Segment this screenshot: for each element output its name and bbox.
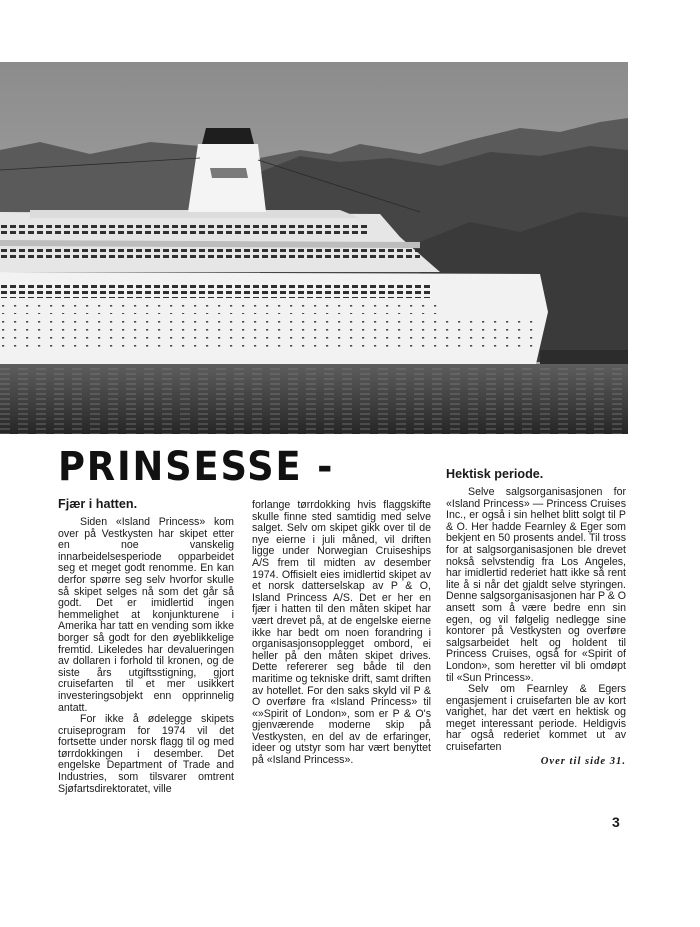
article-column-3 — [446, 487, 626, 767]
paragraph-2-start: For ikke å ødelegge skipets cruiseprogram for 1974 vil det fortsette under norsk flagg til og med tørrdokkingen i desember. Det engelske Department of Trade and Industries, som tilsvarer omtrent Sjøfartsdirektoratet, ville — [58, 713, 234, 795]
continued-note: Over til side 31. — [540, 755, 626, 767]
section-subhead-hektisk: Hektisk periode. — [446, 467, 544, 481]
article-column-2 — [252, 500, 431, 767]
paragraph-4: Selv om Fearnley & Egers engasjement i cruisefarten ble av kort varighet, har det vært en hektisk og meget interessant periode. Heldigvis har også rederiet kommet ut av cruisefarten — [446, 683, 626, 754]
paragraph-2-continued: forlange tørrdokking hvis flaggskifte skulle finne sted samtidig med selve salget. Selv om skipet gikk over til de nye eierne i juli måned, vil driften ligge under Norwegian Cruiseships A/S frem til midten av desember 1974. Offisielt eies imidlertid skipet av et norsk datterselskap av P & O, Island Princess A/S. Det er her en fjær i hatten til den måten skipet har vært drevet på, at de engelske eierne ikke har bedt om noen forandring i organisasjonsopplegget ombord, ei heller på den måten skipet drives. Dette refererer seg både til den maritime og tekniske drift, samt driften av hotellet. For den saks skyld vil P & O overføre fra «Island Princess» til «»Spirit of London», som er P & O's gjenværende moderne skip på Vestkysten, en del av de erfaringer, ideer og utstyr som har vært benyttet på «Island Princess». — [252, 499, 431, 767]
paragraph-3: Selve salgsorganisasjonen for «Island Princess» — Princess Cruises Inc., er også i sin helhet blitt solgt til P & O. Her hadde Fearnley & Eger som bekjent en 50 prosents andel. Til tross for at salgsorganisasjonen ble drevet nokså selvstendig fra Los Angeles, har imidlertid rederiet hatt ikke så rent lite å si når det gjaldt selve styringen. Denne salgsorganisasjonen har P & O ansett som å være bedre enn sin egen, og vil følgelig nedlegge sine kontorer på Vestkysten og overføre salgsarbeidet helt og holdent til Princess Cruises, også for «Spirit of London», som heretter vil bli omdøpt til «Sun Princess». — [446, 486, 627, 684]
paragraph-1: Siden «Island Princess» kom over på Vestkysten har skipet etter en noe vanskelig innarbeidelsesperiode opparbeidet seg et meget godt renomme. En kan derfor spørre seg selv hvorfor skulle så skipet selges nå som det går så godt. Det er imidlertid ingen hemmelighet at konjunkturene i Amerika har tatt en vending som ikke borger så godt for den øyeblikkelige fremtid. Likeledes har devalueringen av dollaren i forhold til kronen, og de siste års utgiftsstigning, gjort cruisefarten til et mer usikkert investeringsobjekt enn opprinnelig antatt. — [58, 516, 234, 714]
page-number: 3 — [612, 814, 620, 830]
article-column-1 — [58, 517, 234, 795]
article-headline: PRINSESSE - — [58, 444, 335, 490]
section-subhead-fjaer: Fjær i hatten. — [58, 497, 138, 511]
cruise-ship-photo — [0, 62, 628, 434]
